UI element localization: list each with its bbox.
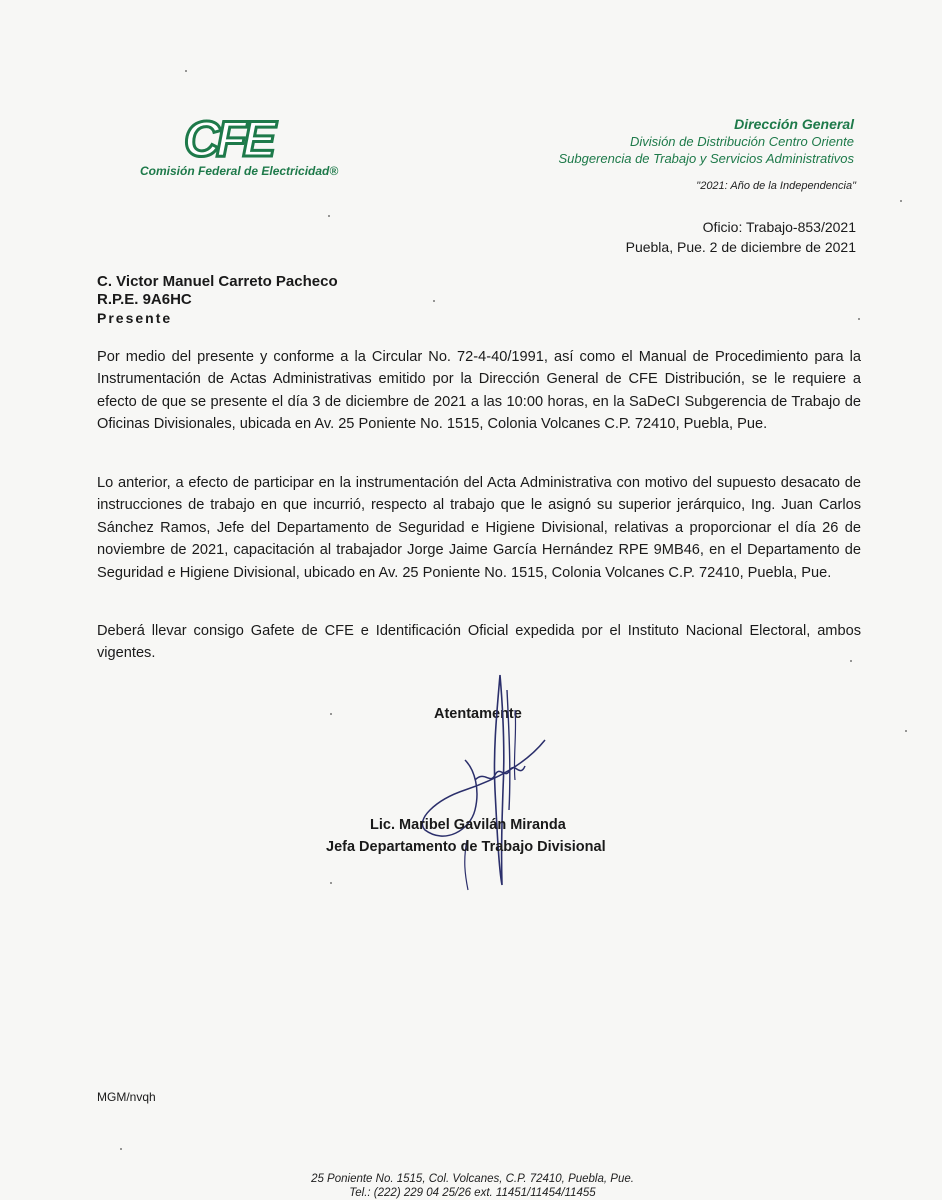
- place-date: Puebla, Pue. 2 de diciembre de 2021: [625, 239, 856, 255]
- addressee-rpe: R.P.E. 9A6HC: [97, 291, 192, 308]
- scan-speck: [330, 713, 332, 715]
- sender-header: [558, 115, 854, 167]
- addressee-presente: Presente: [97, 310, 173, 326]
- footer: [200, 1172, 745, 1200]
- scan-speck: [433, 300, 435, 302]
- logo-text: CFE: [184, 112, 272, 164]
- typist-initials: MGM/nvqh: [97, 1090, 156, 1104]
- body-paragraph-3: Deberá llevar consigo Gafete de CFE e Identificación Oficial expedida por el Instituto Nacional Electoral, ambos vigentes.: [97, 623, 861, 662]
- scan-speck: [328, 215, 330, 217]
- scan-speck: [185, 70, 187, 72]
- oficio-number: Oficio: Trabajo-853/2021: [702, 219, 856, 235]
- scan-speck: [850, 660, 852, 662]
- signer-role: Jefa Departamento de Trabajo Divisional: [326, 839, 606, 855]
- cfe-logo-mark: [180, 112, 330, 164]
- division: División de Distribución Centro Oriente: [630, 134, 854, 149]
- direccion-general: Dirección General: [734, 116, 854, 132]
- document-reference: [626, 217, 856, 257]
- body-paragraph-2: Lo anterior, a efecto de participar en la instrumentación del Acta Administrativa con motivo del supuesto desacato de instrucciones de trabajo en que incurrió, respecto al trabajo que le asignó su superior jerárquico, Ing. Juan Carlos Sánchez Ramos, Jefe del Departamento de Seguridad e Higiene Divisional, relativas a proporcionar el día 26 de noviembre de 2021, capacitación al trabajador Jorge Jaime García Hernández RPE 9MB46, en el Departamento de Seguridad e Higiene Divisional, ubicado en Av. 25 Poniente No. 1515, Colonia Volcanes C.P. 72410, Puebla, Pue.: [97, 475, 861, 581]
- scan-speck: [905, 730, 907, 732]
- subgerencia: Subgerencia de Trabajo y Servicios Administrativos: [558, 151, 854, 166]
- footer-address: 25 Poniente No. 1515, Col. Volcanes, C.P. 72410, Puebla, Pue.: [311, 1173, 634, 1185]
- cfe-logo: [140, 112, 370, 192]
- addressee-name: C. Victor Manuel Carreto Pacheco: [97, 273, 338, 290]
- logo-subtitle: Comisión Federal de Electricidad®: [140, 164, 339, 178]
- year-motto: "2021: Año de la Independencia": [696, 180, 856, 192]
- scan-speck: [858, 318, 860, 320]
- handwritten-signature: [405, 670, 565, 900]
- scan-speck: [120, 1148, 122, 1150]
- signer-name: Lic. Maribel Gavilán Miranda: [370, 817, 566, 833]
- closing: Atentamente: [434, 706, 522, 722]
- body-paragraph-1: Por medio del presente y conforme a la Circular No. 72-4-40/1991, así como el Manual de Procedimiento para la Instrumentación de Actas Administrativas emitido por la Dirección General de CFE Distribución, se le requiere a efecto de que se presente el día 3 de diciembre de 2021 a las 10:00 horas, en la SaDeCI Subgerencia de Trabajo de Oficinas Divisionales, ubicada en Av. 25 Poniente No. 1515, Colonia Volcanes C.P. 72410, Puebla, Pue.: [97, 349, 861, 433]
- footer-phone: Tel.: (222) 229 04 25/26 ext. 11451/11454/11455: [349, 1187, 596, 1199]
- scan-speck: [900, 200, 902, 202]
- addressee-block: [97, 273, 338, 327]
- scan-speck: [330, 882, 332, 884]
